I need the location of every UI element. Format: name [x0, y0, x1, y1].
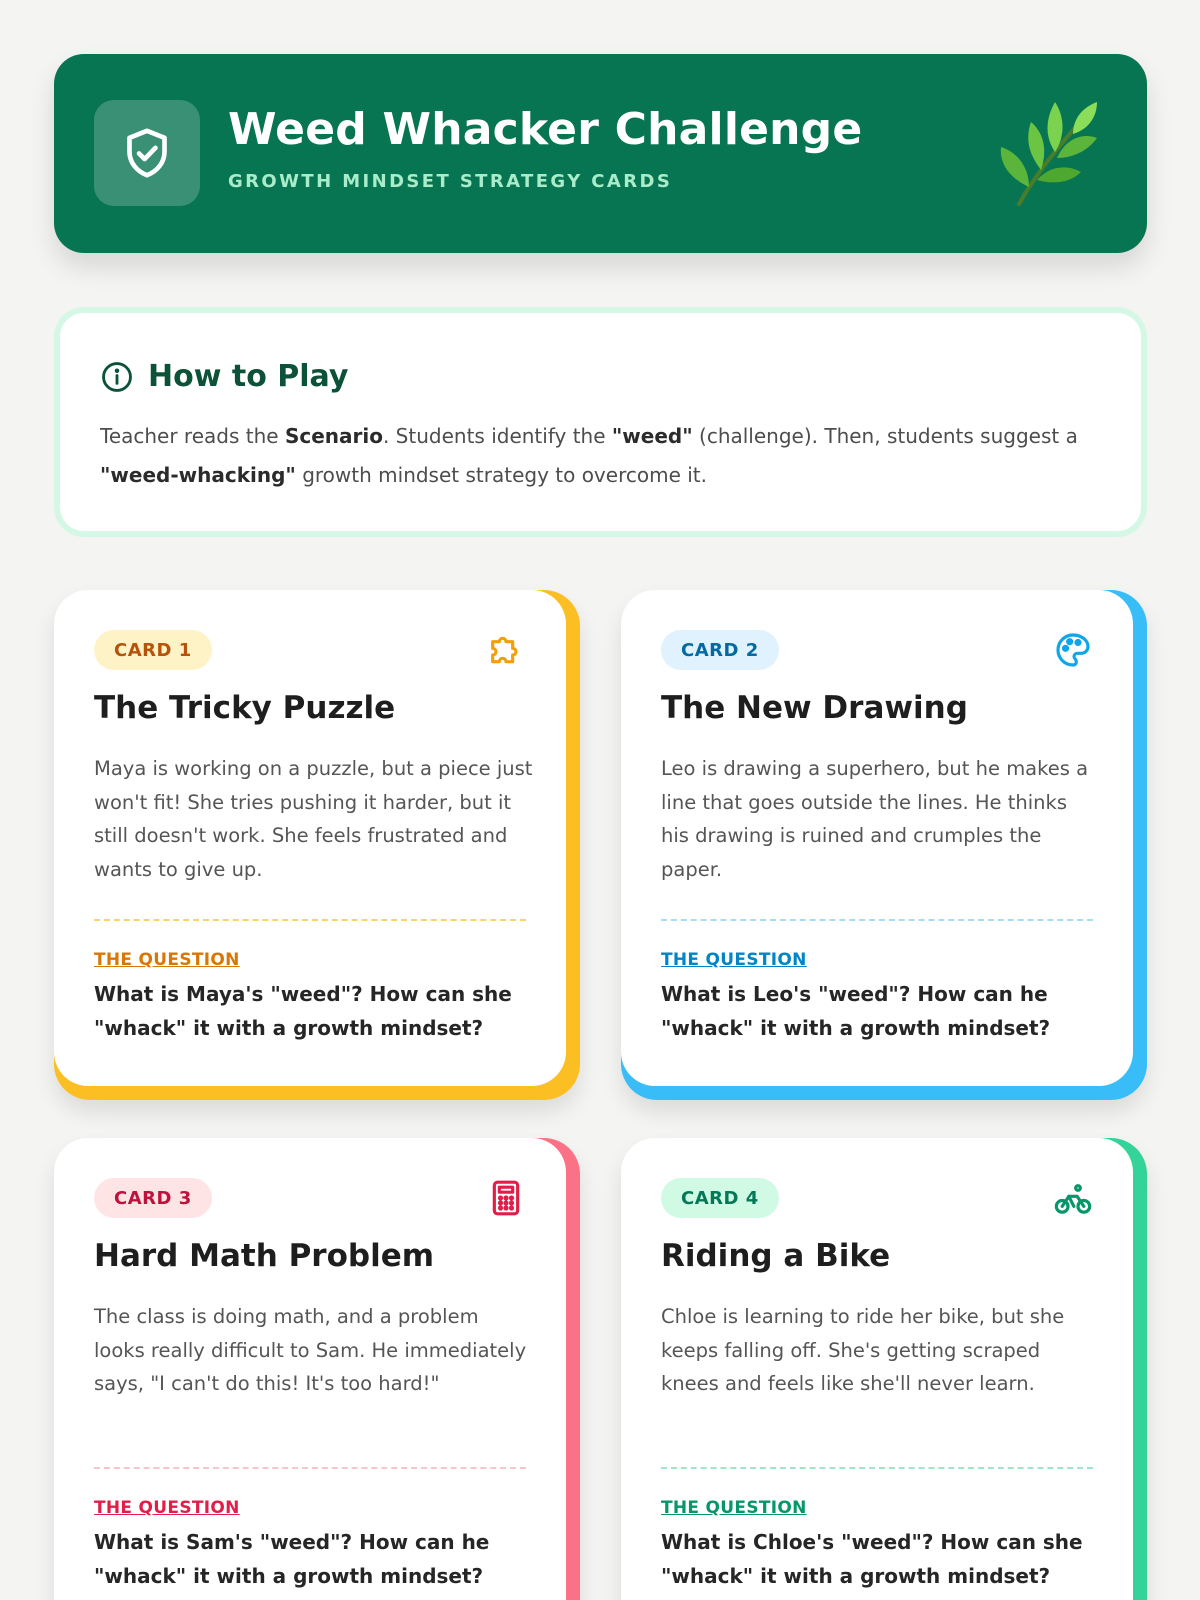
howto-text-bold: Scenario: [284, 424, 383, 448]
card-number-badge: CARD 2: [661, 630, 779, 670]
card-title: The Tricky Puzzle: [94, 690, 396, 726]
question-text: What is Chloe's "weed"? How can she "whack" it with a growth mindset?: [661, 1530, 1083, 1588]
card-title: Riding a Bike: [661, 1238, 891, 1274]
how-to-play-text: [100, 417, 1110, 495]
info-icon: [100, 360, 134, 394]
card-divider: [94, 919, 526, 921]
card-divider: [661, 919, 1093, 921]
scenario-card-3[interactable]: [54, 1138, 580, 1600]
howto-text-bold: "weed-whacking": [100, 463, 296, 487]
leaf-icon: [989, 92, 1109, 212]
card-title: The New Drawing: [661, 690, 968, 726]
card-number-badge: CARD 1: [94, 630, 212, 670]
shield-check-icon: [119, 125, 175, 181]
card-body: [54, 590, 566, 1086]
card-number-badge: CARD 3: [94, 1178, 212, 1218]
howto-text-part: Teacher reads the: [100, 424, 285, 448]
card-scenario: Chloe is learning to ride her bike, but she keeps falling off. She's getting scraped knees and feels like she'll never learn.: [661, 1305, 1065, 1395]
card-body: [621, 590, 1133, 1086]
puzzle-icon: [486, 630, 526, 670]
howto-text-part: (challenge). Then, students suggest a: [692, 424, 1078, 448]
question-text: What is Maya's "weed"? How can she "whack" it with a growth mindset?: [94, 982, 512, 1040]
scenario-card-2[interactable]: [621, 590, 1147, 1100]
palette-icon: [1053, 630, 1093, 670]
card-number-badge: CARD 4: [661, 1178, 779, 1218]
card-scenario: Leo is drawing a superhero, but he makes a line that goes outside the lines. He thinks his drawing is ruined and crumples the paper.: [661, 757, 1089, 881]
how-to-play-title: How to Play: [148, 359, 349, 394]
question-label: THE QUESTION: [661, 1498, 807, 1518]
how-to-play-heading: [100, 359, 348, 394]
scenario-card-4[interactable]: [621, 1138, 1147, 1600]
header-badge: [94, 100, 200, 206]
card-divider: [661, 1467, 1093, 1469]
howto-text-part: . Students identify the: [382, 424, 612, 448]
card-divider: [94, 1467, 526, 1469]
how-to-play-panel: [54, 307, 1147, 537]
question-label: THE QUESTION: [94, 1498, 240, 1518]
question-text: What is Sam's "weed"? How can he "whack" it with a growth mindset?: [94, 1530, 490, 1588]
question-label: THE QUESTION: [661, 950, 807, 970]
question-label: THE QUESTION: [94, 950, 240, 970]
card-title: Hard Math Problem: [94, 1238, 435, 1274]
page-subtitle: GROWTH MINDSET STRATEGY CARDS: [228, 171, 673, 192]
card-scenario: The class is doing math, and a problem looks really difficult to Sam. He immediately says, "I can't do this! It's too hard!": [94, 1305, 527, 1395]
scenario-card-1[interactable]: [54, 590, 580, 1100]
header-banner: [54, 54, 1147, 253]
calculator-icon: [486, 1178, 526, 1218]
howto-text-bold: "weed": [611, 424, 693, 448]
card-body: [621, 1138, 1133, 1600]
question-text: What is Leo's "weed"? How can he "whack" it with a growth mindset?: [661, 982, 1051, 1040]
card-scenario: Maya is working on a puzzle, but a piece just won't fit! She tries pushing it harder, but it still doesn't work. She feels frustrated and wants to give up.: [94, 757, 533, 881]
card-body: [54, 1138, 566, 1600]
page-title: Weed Whacker Challenge: [228, 104, 863, 155]
bicycle-icon: [1053, 1178, 1093, 1218]
howto-text-part: growth mindset strategy to overcome it.: [295, 463, 707, 487]
